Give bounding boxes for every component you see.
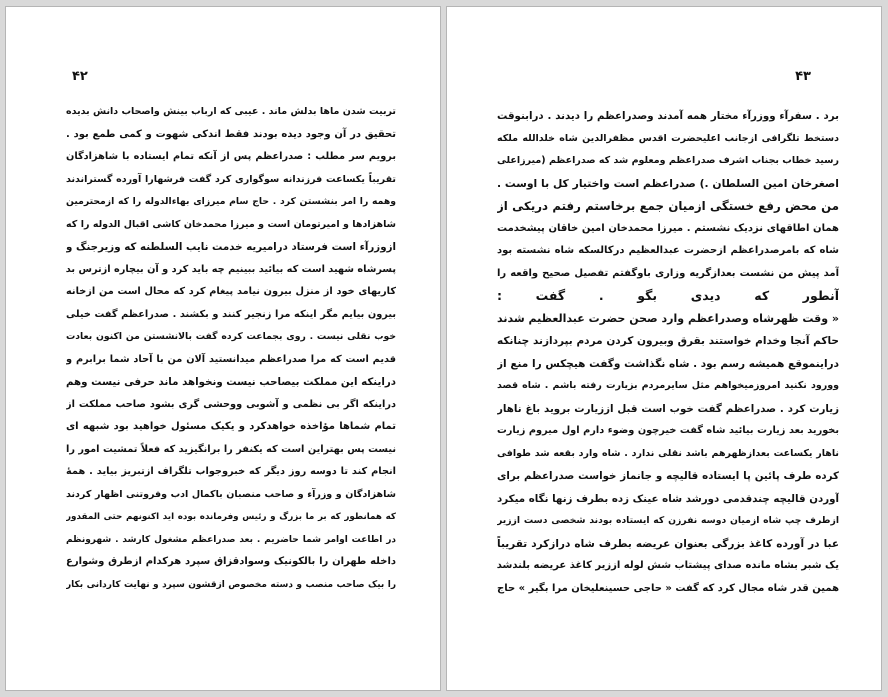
text-line: قدیم است که مرا صدراعظم میدانستید آلان من با آحاد شما برابرم و	[66, 353, 396, 365]
text-line: تحقیق در آن وجود دیده بودند فقط اندکی شهوت و کمی طمع بود .	[66, 128, 396, 140]
right-page	[446, 6, 882, 691]
text-line: کرده طرف پائین پا ایستاده قالیچه و جانماز خواست صدراعظم برای	[497, 470, 839, 482]
text-line: همین قدر شاه مجال کرد که گفت « حاجی حسینعلیخان مرا بگیر » حاج	[497, 582, 839, 594]
text-line: برویم سر مطلب : صدراعظم پس از آنکه تمام ایستاده با شاهزادگان	[66, 151, 396, 162]
text-line: شاه که بامرصدراعظم ازحضرت عبدالعظیم درکالسکه شاه نشسته بود	[497, 245, 839, 256]
text-line: ازطرف چپ شاه ازمیان دوسه نفرزن که ایستاده بودند شخصی دست اززیر	[497, 515, 839, 526]
text-line: شاهزادها و امیرتومان است و میرزا محمدخان کاشی اقبال الدوله را که	[66, 218, 396, 230]
text-line: ناهار یکساعت بعدازظهرهم باشد نقلی ندارد . شاه وارد بقعه شد طوافی	[497, 447, 839, 459]
text-line: رسید خطاب بجناب اشرف صدراعظم ومعلوم شد که صدراعظم (میرزاعلی	[497, 155, 839, 166]
page-body-text	[497, 105, 839, 600]
text-line: وورود نکنید امروزمیخواهم مثل سایرمردم بزیارت رفته باشم . شاه قصد	[497, 380, 839, 391]
text-line: خوب نقلی نیست . روی بجماعت کرده گفت بالانشستن من اکنون بعادت	[66, 331, 396, 342]
text-line: ازوزرآء است فرستاد درامیریه خدمت نایب السلطنه که وزیرجنگ و	[66, 241, 396, 253]
page-number: ۴۲	[72, 69, 88, 84]
text-line: بخورید بعد زیارت بیائید شاه گفت خیرچون وضوء دارم اول میروم زیارت	[497, 425, 839, 436]
text-line: کاریهای خود از منزل بیرون نیامد پیغام کرد که محال است من ازخانه	[66, 286, 396, 297]
text-line: که همانطور که بر ما بزرگ و رئیس وفرمانده بوده اید اکنونهم حتی المقدور	[66, 512, 396, 522]
text-line: آنطور که دیدی بگو . گفت :	[497, 288, 839, 303]
text-line: تقریباً یکساعت فرزندانه سوگواری کرد گفت فرشهارا آورده گستراندند	[66, 173, 396, 185]
left-page	[5, 6, 441, 691]
page-body-text	[66, 101, 396, 596]
text-line: دراینکه اگر بی نظمی و آشوبی ووحشی گری بشود صاحب مملکت از	[66, 398, 396, 410]
text-line: اصغرخان امین السلطان .) صدراعظم است واختیار کل با اوست .	[497, 176, 839, 190]
text-line: دراینکه این مملکت بیصاحب نیست ونخواهد ماند حرفی نیست وهم	[66, 376, 396, 388]
text-line: وهمه را امر بنشستن کرد . حاج سام میرزای بهاءالدوله را که ازمحترمین	[66, 196, 396, 207]
text-line: را بیک صاحب منصب و دسته مخصوص ازقشون سپرد و نهایت کاردانی بکار	[66, 579, 396, 590]
text-line: آوردن قالیچه چندقدمی دورشد شاه عینک زده بطرف زنها نگاه میکرد	[497, 492, 839, 505]
text-line: همان اطاقهای نزدیک نشستم . میرزا محمدخان امین خاقان پیشخدمت	[497, 222, 839, 234]
text-line: انجام کند تا دوسه روز دیگر که خبروجواب تلگراف ازتبریز بیاید . همهٔ	[66, 466, 396, 477]
text-line: زیارت کرد . صدراعظم گفت خوب است قبل اززیارت بروید باغ ناهار	[497, 402, 839, 415]
text-line: نیست پس بهتراین است که یکنفر را برانگیزید که فعلاً تمشیت امور را	[66, 443, 396, 455]
text-line: من محض رفع خستگی ازمیان جمع برخاستم رفتم دریکی از	[497, 199, 839, 213]
text-line: آمد پیش من نشست بعدازگریه وزاری باوگفتم تفصیل صحیح واقعه را	[497, 267, 839, 279]
page-number: ۴۳	[795, 69, 811, 84]
text-line: دستخط تلگرافی ازجانب اعلیحضرت اقدس مظفرالدین شاه خلدالله ملکه	[497, 132, 839, 144]
text-line: دراینموقع همیشه رسم بود . شاه نگذاشت وگفت هیچکس را منع از	[497, 357, 839, 370]
text-line: « وقت ظهرشاه وصدراعظم وارد صحن حضرت عبدالعظیم شدند	[497, 311, 839, 325]
text-line: تمام شماها مؤاخذه خواهدکرد و یکیک مسئول خواهید بود شبهه ای	[66, 421, 396, 432]
text-line: حاکم آنجا وخدام خواستند بقرق وبیرون کردن مردم بپردازند چنانکه	[497, 335, 839, 347]
text-line: عبا در آورده کاغذ بزرگی بعنوان عریضه بطرف شاه درازکرد تقریباً	[497, 537, 839, 550]
text-line: بیرون بیایم مگر اینکه مرا زنجیر کنند و بکشند . صدراعظم گفت خیلی	[66, 308, 396, 320]
text-line: یک شبر بشاه مانده صدای پیشتاب شش لوله اززیر کاغذ عریضه بلندشد	[497, 560, 839, 571]
text-line: برد . سفرآء ووزرآء مختار همه آمدند وصدراعظم را دیدند . درابنوقت	[497, 110, 839, 122]
text-line: داخله طهران را بالکونیک وسوادقزاق سپرد هرکدام ازطرق وشوارع	[66, 556, 396, 567]
text-line: تربیت شدن ماها بدلش ماند . عیبی که ارباب بینش واصحاب دانش بدیده	[66, 106, 396, 117]
text-line: شاهزادگان و وزرآء و صاحب منصبان باکمال ادب وفروتنی اظهار کردند	[66, 488, 396, 500]
text-line: در اطاعت اوامر شما حاضریم . بعد صدراعظم مشغول کارشد . شهرونظم	[66, 534, 396, 545]
text-line: پسرشاه شهید است که بیائید ببینیم چه باید کرد و آن بیچاره ازترس بد	[66, 263, 396, 275]
